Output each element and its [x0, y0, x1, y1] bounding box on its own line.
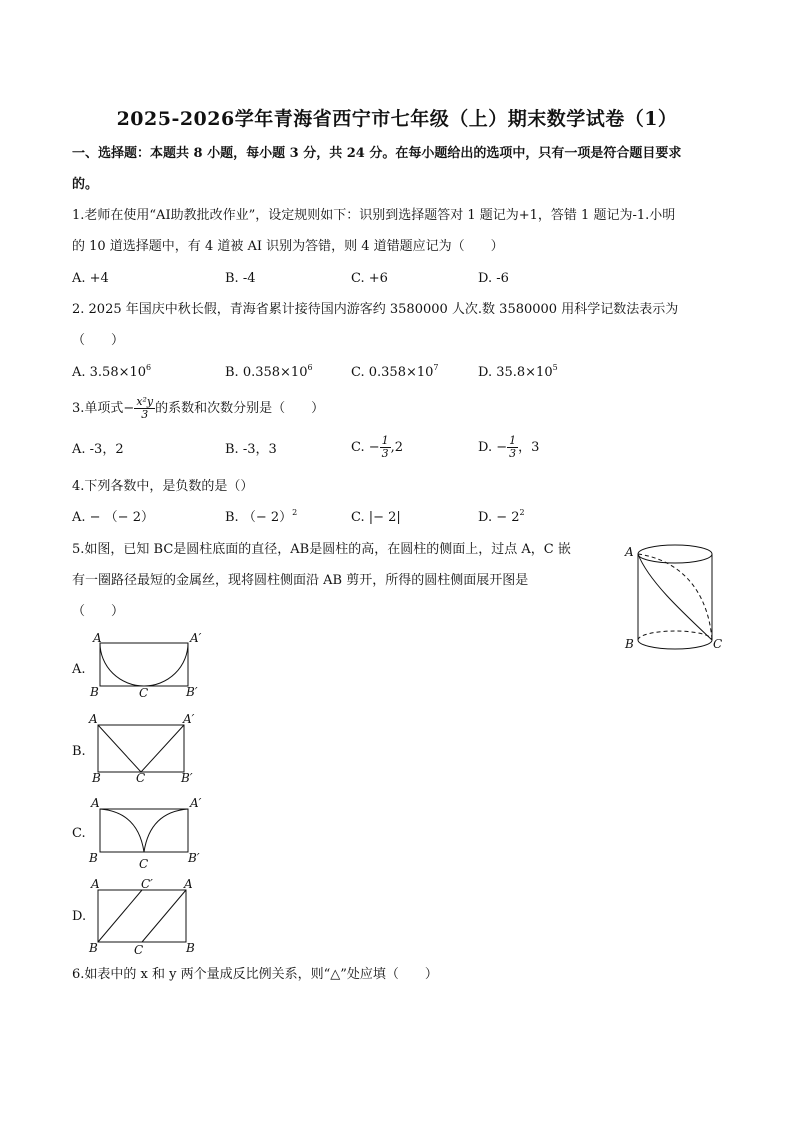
q2-option-a[interactable] — [72, 364, 151, 382]
cyl-label-b: B — [625, 637, 634, 651]
q4-option-d[interactable] — [478, 509, 525, 527]
cylinder-figure — [620, 540, 730, 660]
cyl-label-a: A — [625, 545, 634, 559]
q4-option-d-label: D. − 2 — [478, 510, 520, 525]
q3-stem — [72, 395, 324, 423]
q3-option-c-fraction — [380, 435, 391, 460]
q2-option-d-label: D. 35.8×10 — [478, 365, 553, 380]
q1-stem-line2: 的 10 道选择题中，有 4 道被 AI 识别为答错，则 4 道错题应记为（ ） — [72, 239, 504, 254]
q2-option-c[interactable] — [351, 364, 439, 382]
q4-option-c[interactable]: C. |− 2| — [351, 510, 401, 525]
page-title: 2025-2026学年青海省西宁市七年级（上）期末数学试卷（1） — [116, 108, 678, 130]
fig-a-bl: B — [90, 685, 99, 699]
q5-option-d-figure[interactable] — [86, 876, 210, 956]
fig-d-tm: C′ — [141, 877, 153, 891]
q5-option-d[interactable]: D. — [72, 909, 87, 924]
fig-c-bl: B — [89, 851, 98, 865]
fig-c-bm: C — [139, 857, 149, 871]
q3-option-b[interactable]: B. -3，3 — [225, 442, 277, 457]
q2-stem-line1: 2. 2025 年国庆中秋长假，青海省累计接待国内游客约 3580000 人次.数 3580000 用科学记数法表示为 — [72, 302, 679, 317]
q2-stem-line2: （ ） — [72, 333, 125, 348]
q4-option-b-exp: 2 — [292, 508, 298, 517]
fig-b-bl: B — [92, 771, 101, 782]
q1-option-a[interactable]: A. +4 — [72, 271, 109, 286]
q2-option-d-exp: 5 — [552, 363, 558, 372]
fig-b-br: B′ — [181, 771, 193, 782]
q3-prefix: 3.单项式 — [72, 401, 124, 416]
q3-option-d-num: 1 — [509, 434, 517, 447]
fig-c-tr: A′ — [190, 796, 202, 810]
fig-c-tl: A — [91, 796, 100, 810]
q3-option-d-minus: − — [496, 440, 508, 455]
q3-option-c-minus: − — [368, 440, 380, 455]
q3-option-c-den: 3 — [381, 447, 389, 460]
q3-option-c-label: C. — [351, 440, 365, 455]
q5-stem-line1: 5.如图，已知 BC是圆柱底面的直径，AB是圆柱的高，在圆柱的侧面上，过点 A，C 嵌 — [72, 542, 571, 557]
q2-option-c-label: C. 0.358×10 — [351, 365, 434, 380]
q3-option-d-label: D. — [478, 440, 493, 455]
fig-a-tl: A — [93, 631, 102, 645]
q4-option-d-exp: 2 — [519, 508, 525, 517]
q2-option-a-label: A. 3.58×10 — [72, 365, 147, 380]
q3-suffix: 的系数和次数分别是（ ） — [155, 401, 325, 416]
section-heading-line2: 的。 — [72, 177, 99, 192]
q3-option-d-fraction — [507, 435, 518, 460]
q1-stem-line1: 1.老师在使用“AI助教批改作业”，设定规则如下：识别到选择题答对 1 题记为+1，答错 1 题记为-1.小明 — [72, 208, 676, 223]
fig-b-tl: A — [89, 712, 98, 726]
q4-option-a[interactable]: A. − （− 2） — [72, 510, 154, 525]
q5-stem-line3: （ ） — [72, 604, 125, 619]
q4-option-b-label: B. （− 2） — [225, 510, 293, 525]
fig-d-tr: A — [184, 877, 193, 891]
q5-option-a[interactable]: A. — [72, 662, 86, 677]
q2-option-c-exp: 7 — [433, 363, 439, 372]
fig-b-bm: C — [136, 771, 146, 782]
q5-option-b-figure[interactable] — [86, 710, 206, 782]
fig-d-tl: A — [91, 877, 100, 891]
q5-stem-line2: 有一圈路径最短的金属丝，现将圆柱侧面沿 AB 剪开，所得的圆柱侧面展开图是 — [72, 573, 529, 588]
fig-b-tr: A′ — [183, 712, 195, 726]
fig-a-bm: C — [139, 686, 149, 700]
q4-stem: 4.下列各数中，是负数的是（） — [72, 479, 254, 494]
fig-d-bm: C — [134, 943, 144, 956]
q3-option-d-den: 3 — [509, 447, 517, 460]
q3-minus: − — [123, 401, 135, 416]
q1-option-d[interactable]: D. -6 — [478, 271, 509, 286]
q3-option-a[interactable]: A. -3，2 — [72, 442, 124, 457]
q5-option-c-figure[interactable] — [86, 794, 210, 872]
fig-c-br: B′ — [188, 851, 200, 865]
q1-option-b[interactable]: B. -4 — [225, 271, 256, 286]
fig-d-bl: B — [89, 941, 98, 955]
q3-option-d-tail: ，3 — [518, 440, 540, 455]
fig-a-br: B′ — [186, 685, 198, 699]
q3-frac-numerator: x²y — [136, 395, 154, 408]
q3-option-c-tail: ,2 — [390, 440, 404, 455]
q3-option-d[interactable] — [478, 434, 539, 462]
q2-option-a-exp: 6 — [146, 363, 152, 372]
q1-option-c[interactable]: C. +6 — [351, 271, 388, 286]
q2-option-d[interactable] — [478, 364, 558, 382]
cyl-label-c: C — [713, 637, 723, 651]
q3-fraction — [134, 396, 155, 421]
fig-d-br: B — [186, 941, 195, 955]
q2-option-b-exp: 6 — [307, 363, 313, 372]
q2-option-b-label: B. 0.358×10 — [225, 365, 308, 380]
q6-stem: 6.如表中的 x 和 y 两个量成反比例关系，则“△”处应填（ ） — [72, 967, 438, 982]
q5-option-b[interactable]: B. — [72, 744, 86, 759]
q5-option-a-figure[interactable] — [88, 630, 208, 700]
q4-option-b[interactable] — [225, 509, 297, 527]
section-heading-line1: 一、选择题：本题共 8 小题，每小题 3 分，共 24 分。在每小题给出的选项中，只有一项是符合题目要求 — [72, 146, 682, 161]
q3-option-c-num: 1 — [381, 434, 389, 447]
q3-frac-denominator: 3 — [141, 408, 149, 421]
q2-option-b[interactable] — [225, 364, 313, 382]
q3-option-c[interactable] — [351, 434, 403, 462]
fig-a-tr: A′ — [190, 631, 202, 645]
q5-option-c[interactable]: C. — [72, 826, 86, 841]
